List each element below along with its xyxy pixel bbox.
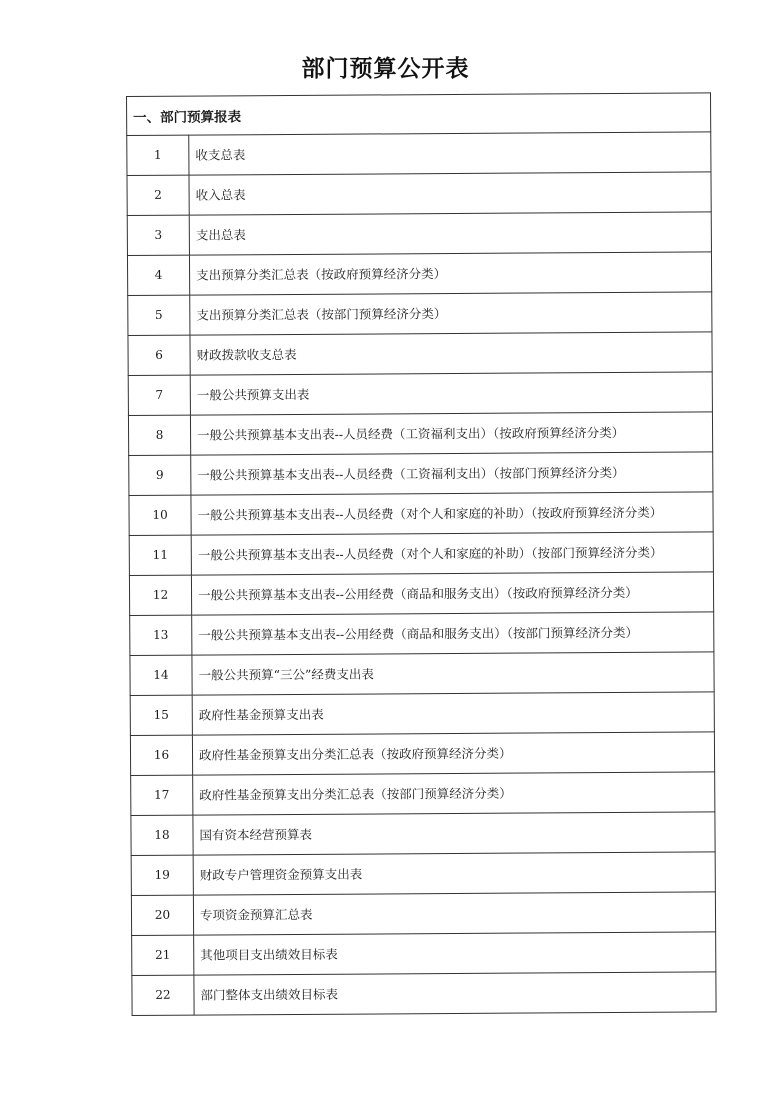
table-row xyxy=(127,172,711,216)
table-row xyxy=(127,132,711,176)
table-row xyxy=(130,692,714,736)
report-name: 一般公共预算基本支出表--人员经费（对个人和家庭的补助）（按政府预算经济分类） xyxy=(191,492,713,535)
table-row xyxy=(128,292,712,336)
table-row xyxy=(131,892,715,936)
report-name: 财政专户管理资金预算支出表 xyxy=(193,852,715,895)
row-number: 9 xyxy=(129,455,191,495)
section-header: 一、部门预算报表 xyxy=(126,92,711,135)
report-name: 支出预算分类汇总表（按政府预算经济分类） xyxy=(189,252,711,295)
report-name: 一般公共预算基本支出表--人员经费（工资福利支出）（按政府预算经济分类） xyxy=(190,412,712,455)
row-number: 20 xyxy=(131,895,193,935)
row-number: 8 xyxy=(128,415,190,455)
report-name: 政府性基金预算支出分类汇总表（按部门预算经济分类） xyxy=(193,772,715,815)
table-row xyxy=(129,452,713,496)
table-row xyxy=(131,772,715,816)
row-number: 10 xyxy=(129,495,191,535)
table-row xyxy=(129,492,713,536)
table-row xyxy=(130,732,714,776)
row-number: 4 xyxy=(127,255,189,295)
row-number: 5 xyxy=(128,295,190,335)
row-number: 19 xyxy=(131,855,193,895)
report-name: 一般公共预算支出表 xyxy=(190,372,712,415)
row-number: 6 xyxy=(128,335,190,375)
report-name: 收支总表 xyxy=(189,132,711,175)
table-row xyxy=(132,972,716,1016)
row-number: 13 xyxy=(130,615,192,655)
page-title: 部门预算公开表 xyxy=(301,56,470,82)
report-name: 一般公共预算基本支出表--公用经费（商品和服务支出）（按政府预算经济分类） xyxy=(191,572,713,615)
row-number: 3 xyxy=(127,215,189,255)
row-number: 18 xyxy=(131,815,193,855)
report-name: 一般公共预算“三公”经费支出表 xyxy=(192,652,714,695)
report-name: 一般公共预算基本支出表--人员经费（对个人和家庭的补助）（按部门预算经济分类） xyxy=(191,532,713,575)
table-row xyxy=(127,212,711,256)
row-number: 17 xyxy=(131,775,193,815)
report-name: 一般公共预算基本支出表--人员经费（工资福利支出）（按部门预算经济分类） xyxy=(191,452,713,495)
row-number: 11 xyxy=(129,535,191,575)
table-row xyxy=(129,532,713,576)
table-row xyxy=(130,652,714,696)
report-name: 部门整体支出绩效目标表 xyxy=(194,972,716,1015)
table-row xyxy=(129,572,713,616)
row-number: 21 xyxy=(132,935,194,975)
row-number: 1 xyxy=(127,135,189,175)
table-row xyxy=(128,332,712,376)
report-name: 国有资本经营预算表 xyxy=(193,812,715,855)
table-row xyxy=(127,252,711,296)
table-row xyxy=(128,412,712,456)
report-name: 其他项目支出绩效目标表 xyxy=(194,932,716,975)
table-row xyxy=(131,812,715,856)
table-row xyxy=(131,852,715,896)
row-number: 16 xyxy=(130,735,192,775)
table-row xyxy=(128,372,712,416)
row-number: 15 xyxy=(130,695,192,735)
report-list xyxy=(126,131,716,1016)
budget-report-table xyxy=(126,92,717,1016)
row-number: 2 xyxy=(127,175,189,215)
report-name: 政府性基金预算支出表 xyxy=(192,692,714,735)
row-number: 12 xyxy=(129,575,191,615)
report-name: 一般公共预算基本支出表--公用经费（商品和服务支出）（按部门预算经济分类） xyxy=(192,612,714,655)
table-row xyxy=(130,612,714,656)
report-name: 收入总表 xyxy=(189,172,711,215)
report-name: 专项资金预算汇总表 xyxy=(193,892,715,935)
report-name: 支出预算分类汇总表（按部门预算经济分类） xyxy=(190,292,712,335)
report-name: 政府性基金预算支出分类汇总表（按政府预算经济分类） xyxy=(192,732,714,775)
table-row xyxy=(132,932,716,976)
report-name: 财政拨款收支总表 xyxy=(190,332,712,375)
row-number: 22 xyxy=(132,975,194,1015)
row-number: 7 xyxy=(128,375,190,415)
row-number: 14 xyxy=(130,655,192,695)
report-name: 支出总表 xyxy=(189,212,711,255)
